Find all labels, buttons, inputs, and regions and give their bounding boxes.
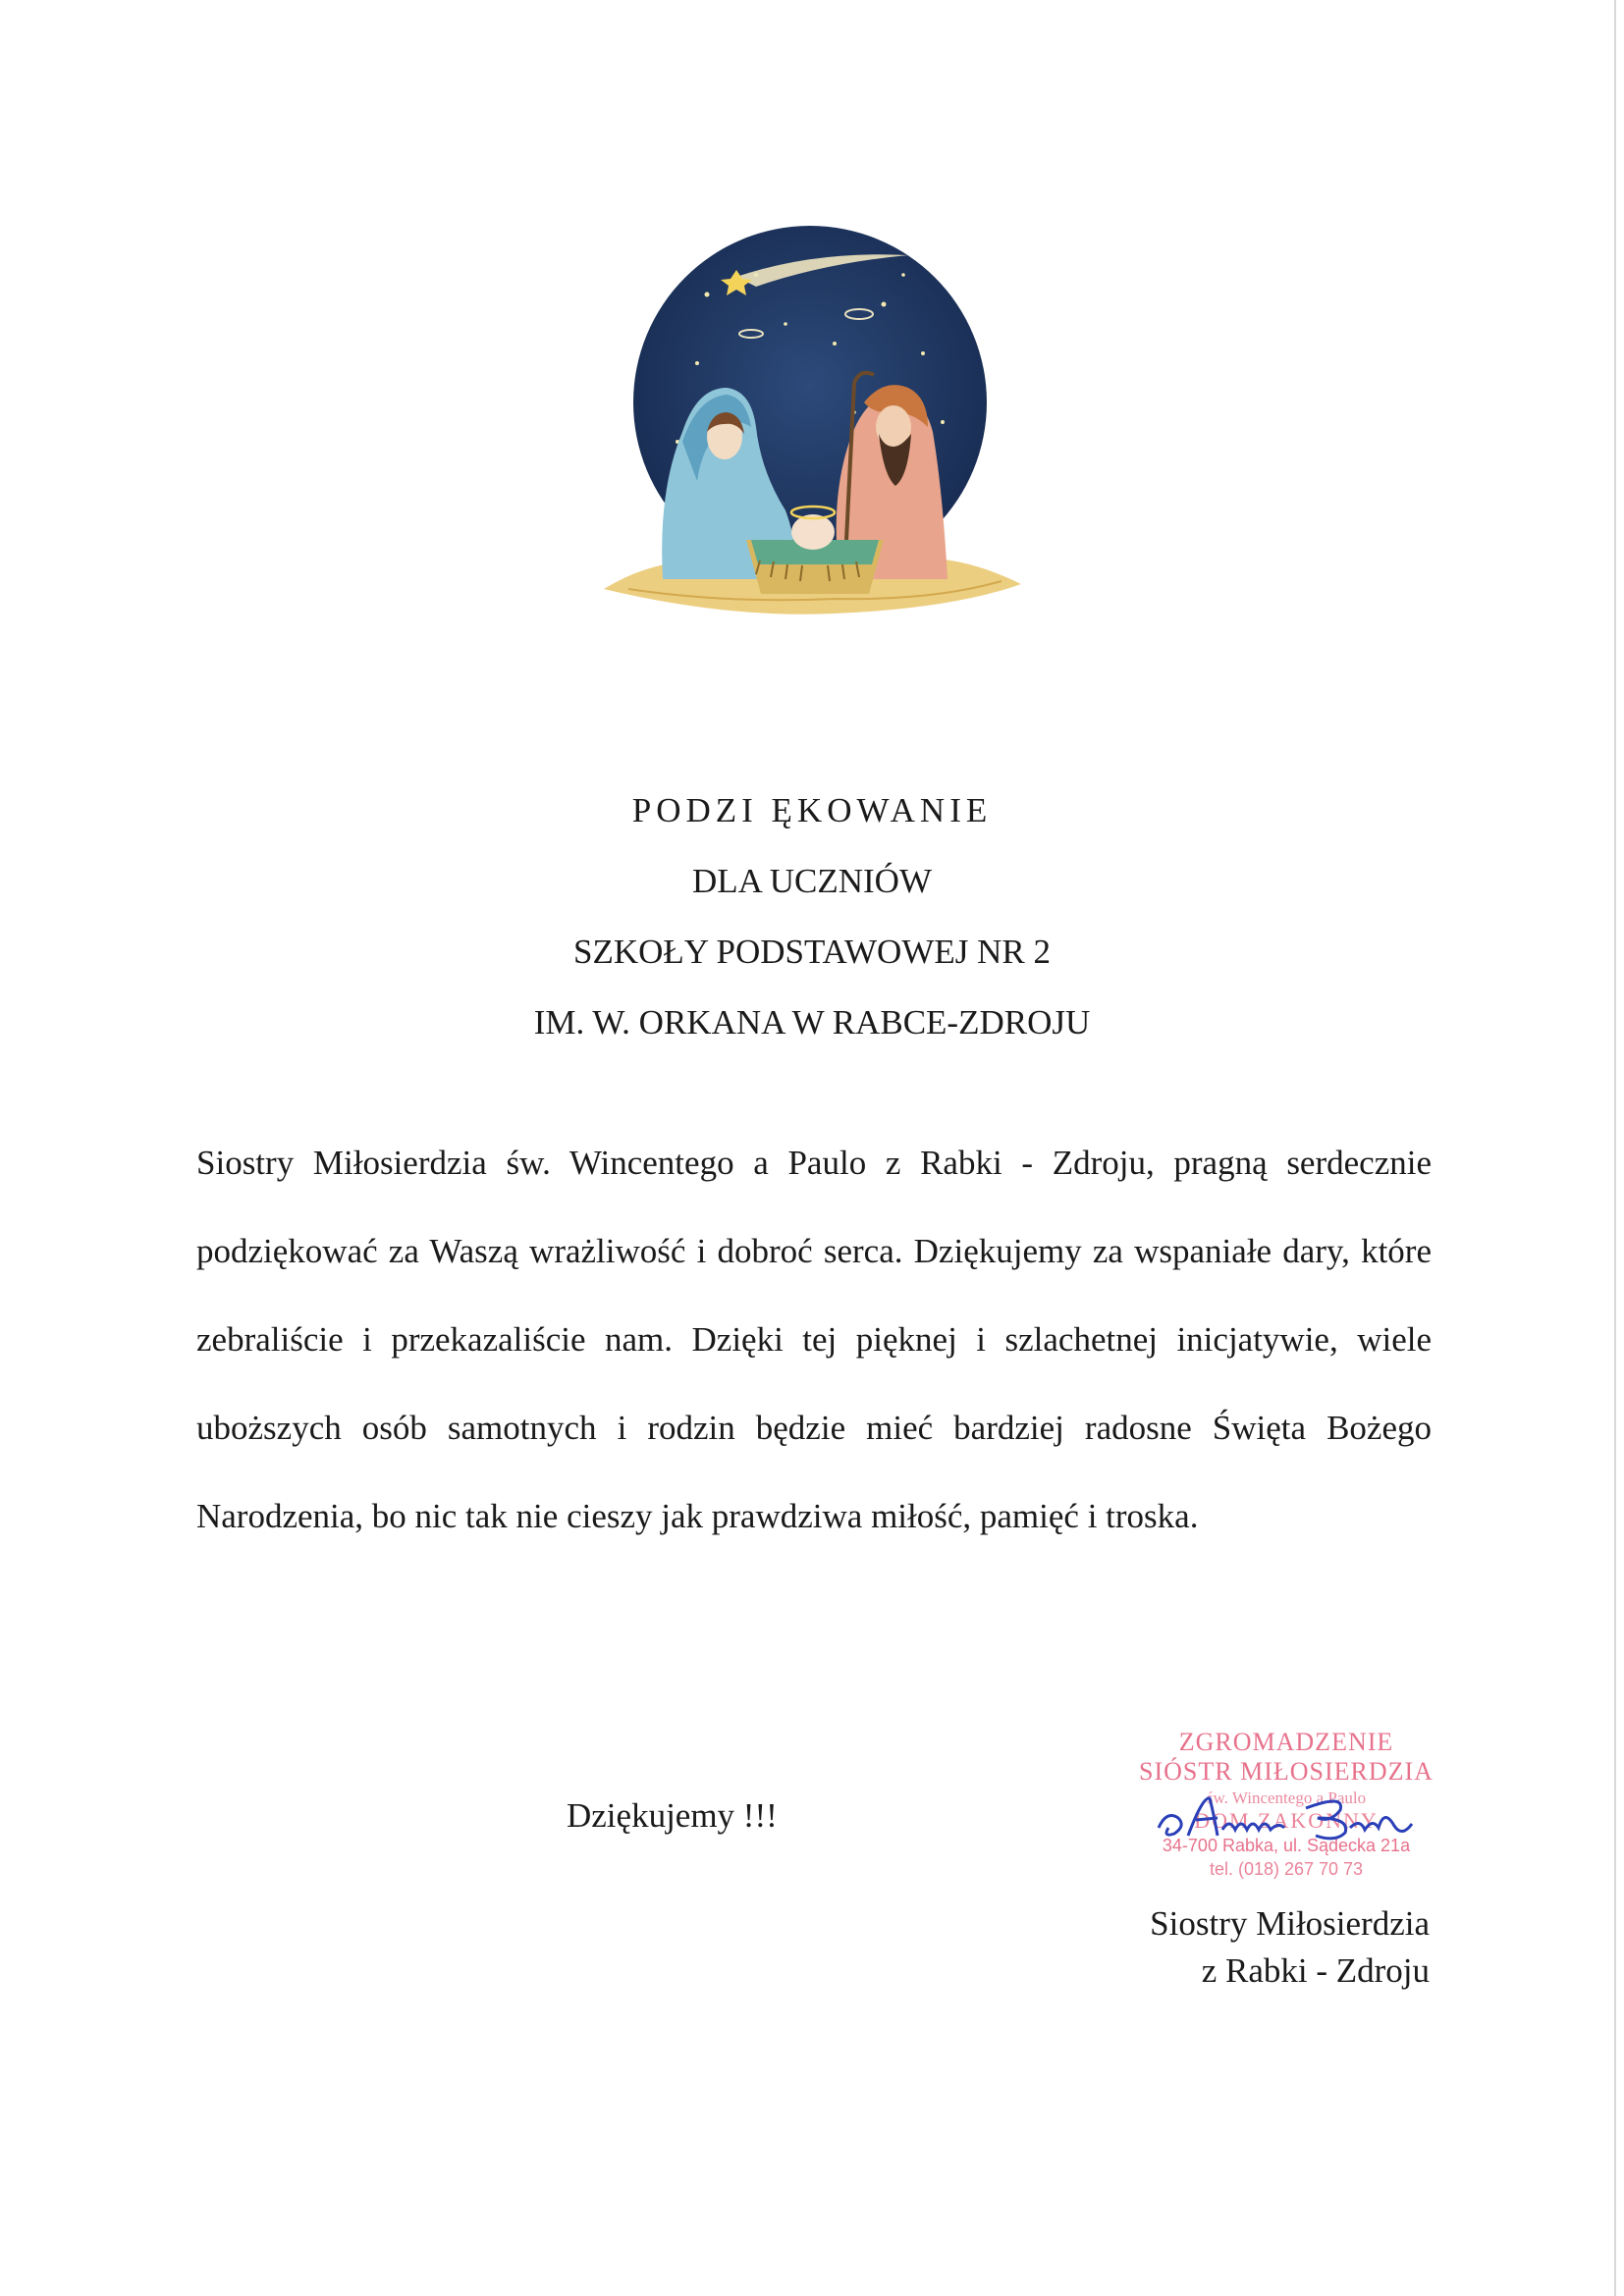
closing-line-2: z Rabki - Zdroju — [1201, 1951, 1430, 1990]
nativity-illustration — [589, 216, 1031, 638]
baby-face — [791, 514, 835, 550]
stamp-line: SIÓSTR MIŁOSIERDZIA — [1139, 1757, 1434, 1786]
thanks-text: Dziękujemy !!! — [567, 1796, 778, 1835]
title-line-1: PODZI ĘKOWANIE — [631, 791, 993, 829]
title-line-4: IM. W. ORKANA W RABCE-ZDROJU — [533, 1003, 1091, 1041]
handwritten-signature — [1149, 1789, 1443, 1847]
stamp-line: ZGROMADZENIE — [1178, 1728, 1394, 1756]
stamp-line: tel. (018) 267 70 73 — [1209, 1859, 1364, 1879]
stamp-line: 34-700 Rabka, ul. Sądecka 21a — [1162, 1836, 1411, 1855]
stamp-line: DOM ZAKONNY — [1194, 1808, 1379, 1833]
stamp-line: św. Wincentego a Paulo — [1206, 1789, 1367, 1807]
title-line-2: DLA UCZNIÓW — [692, 862, 932, 900]
title-line-3: SZKOŁY PODSTAWOWEJ NR 2 — [572, 933, 1051, 971]
page-edge — [1614, 0, 1616, 2296]
closing-line-1: Siostry Miłosierdzia — [1150, 1904, 1430, 1943]
body-paragraph: Siostry Miłosierdzia św. Wincentego a Paulo z Rabki - Zdroju, pragną serdecznie podziękować za Waszą wrażliwość i dobroć serca. Dziękujemy za wspaniałe dary, które zebraliście i przekazaliście nam. Dzięki tej pięknej i szlachetnej inicjatywie, wiele uboższych osób samotnych i rodzin będzie mieć bardziej radosne Święta Bożego Narodzenia, bo nic tak nie cieszy jak prawdziwa miłość, pamięć i troska. — [196, 1144, 1432, 1535]
